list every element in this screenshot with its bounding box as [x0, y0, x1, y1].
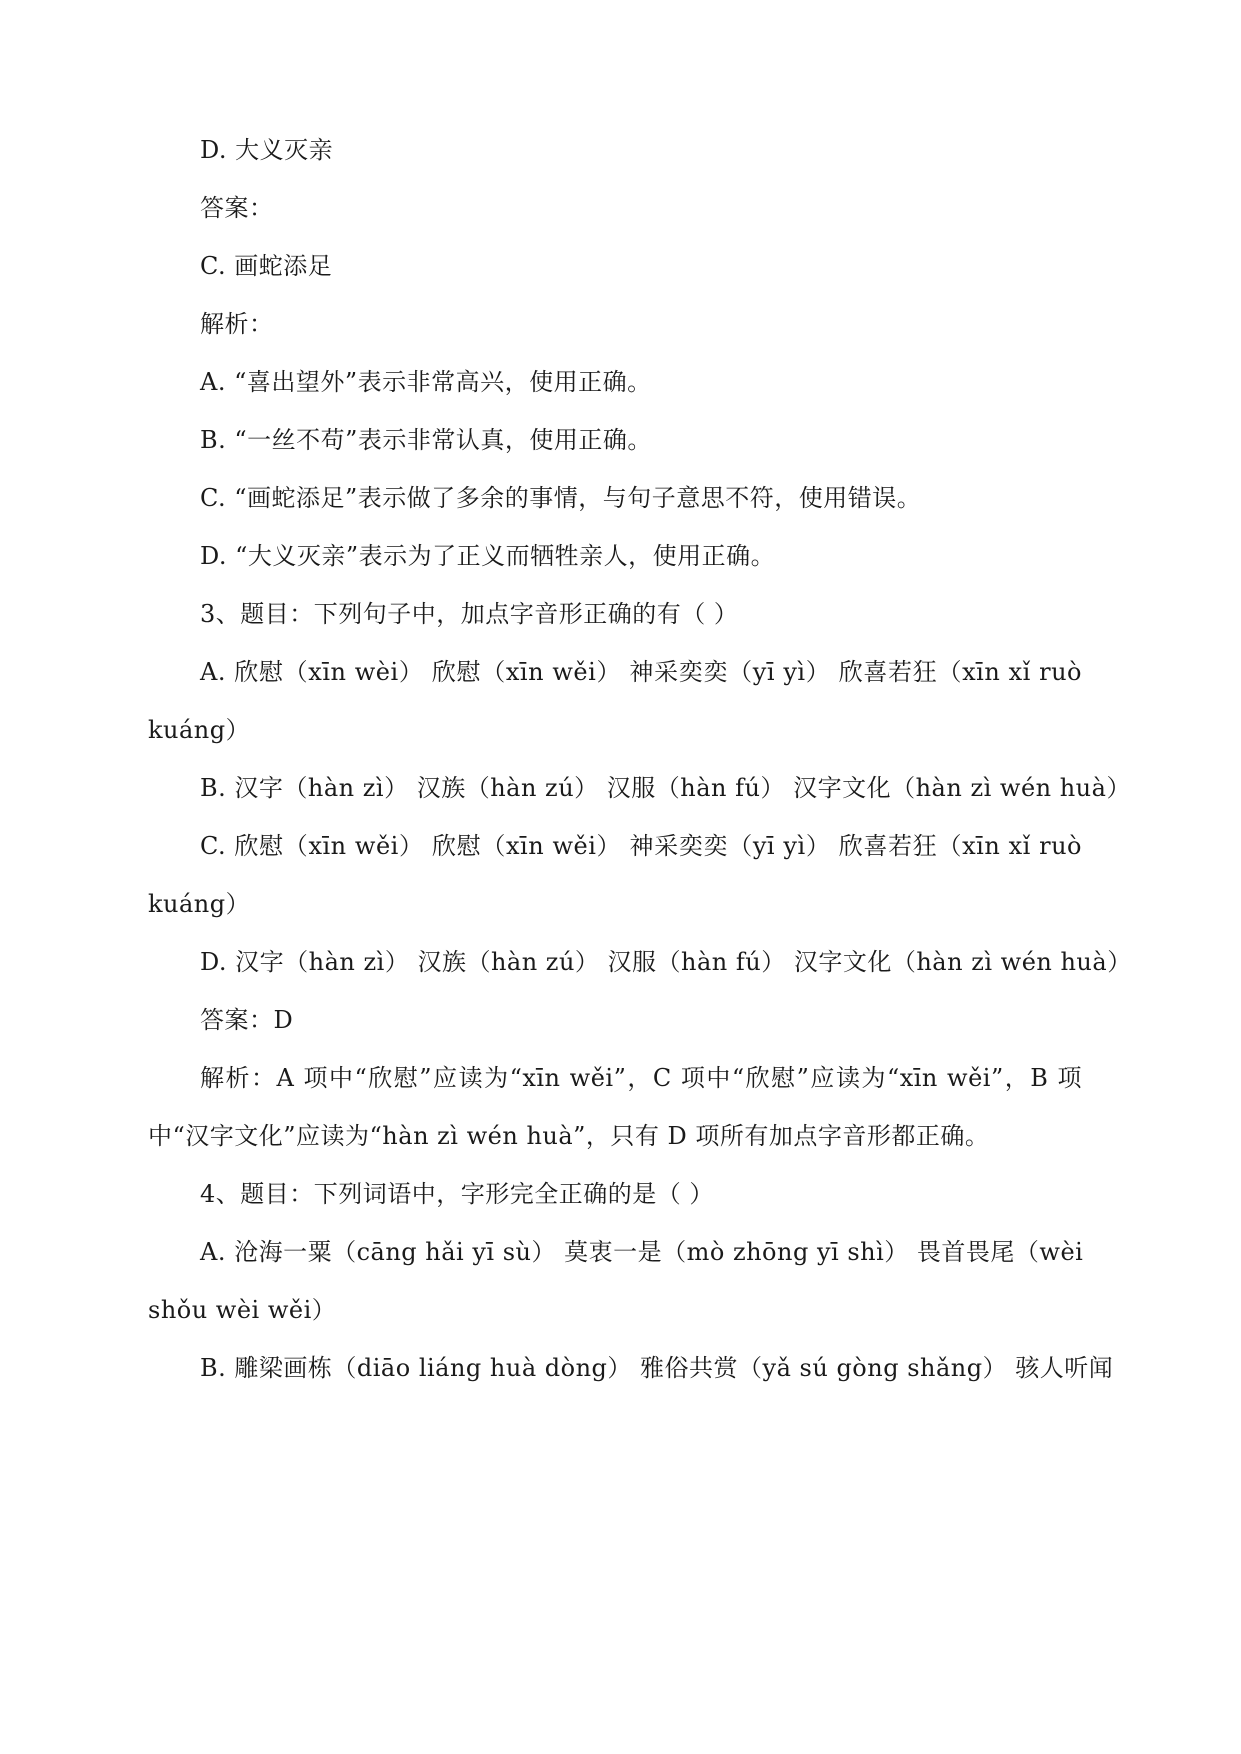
q3-option-c-cont: kuáng）: [148, 890, 251, 918]
q4-option-a-cont: shǒu wèi wěi）: [148, 1296, 337, 1324]
q3-option-d: D. 汉字（hàn zì） 汉族（hàn zú） 汉服（hàn fú） 汉字文化（hàn zì wén huà）: [200, 948, 1132, 976]
q4-option-a: A. 沧海一粟（cāng hǎi yī sù） 莫衷一是（mò zhōng yī shì） 畏首畏尾（wèi: [200, 1238, 1084, 1266]
analysis-label: 解析：: [200, 310, 274, 338]
answer-value: C. 画蛇添足: [200, 252, 333, 280]
question-3: 3、题目：下列句子中，加点字音形正确的有（ ）: [200, 600, 739, 628]
q3-option-c: C. 欣慰（xīn wěi） 欣慰（xīn wěi） 神采奕奕（yī yì） 欣喜若狂（xīn xǐ ruò: [200, 832, 1082, 860]
q4-option-b: B. 雕梁画栋（diāo liáng huà dòng） 雅俗共赏（yǎ sú gòng shǎng） 骇人听闻: [200, 1354, 1114, 1382]
q3-option-a: A. 欣慰（xīn wèi） 欣慰（xīn wěi） 神采奕奕（yī yì） 欣喜若狂（xīn xǐ ruò: [200, 658, 1082, 686]
q3-answer: 答案：D: [200, 1006, 294, 1034]
q3-analysis: 解析：A 项中“欣慰”应读为“xīn wěi”，C 项中“欣慰”应读为“xīn wěi”，B 项: [200, 1064, 1082, 1092]
analysis-a: A. “喜出望外”表示非常高兴，使用正确。: [200, 368, 652, 396]
option-d: D. 大义灭亲: [200, 136, 334, 164]
q3-option-b: B. 汉字（hàn zì） 汉族（hàn zú） 汉服（hàn fú） 汉字文化（hàn zì wén huà）: [200, 774, 1131, 802]
answer-label: 答案：: [200, 194, 274, 222]
analysis-b: B. “一丝不苟”表示非常认真，使用正确。: [200, 426, 652, 454]
q3-analysis-cont: 中“汉字文化”应读为“hàn zì wén huà”，只有 D 项所有加点字音形都正确。: [148, 1122, 990, 1150]
question-4: 4、题目：下列词语中，字形完全正确的是（ ）: [200, 1180, 714, 1208]
q3-option-a-cont: kuáng）: [148, 716, 251, 744]
analysis-d: D. “大义灭亲”表示为了正义而牺牲亲人，使用正确。: [200, 542, 776, 570]
analysis-c: C. “画蛇添足”表示做了多余的事情，与句子意思不符，使用错误。: [200, 484, 922, 512]
